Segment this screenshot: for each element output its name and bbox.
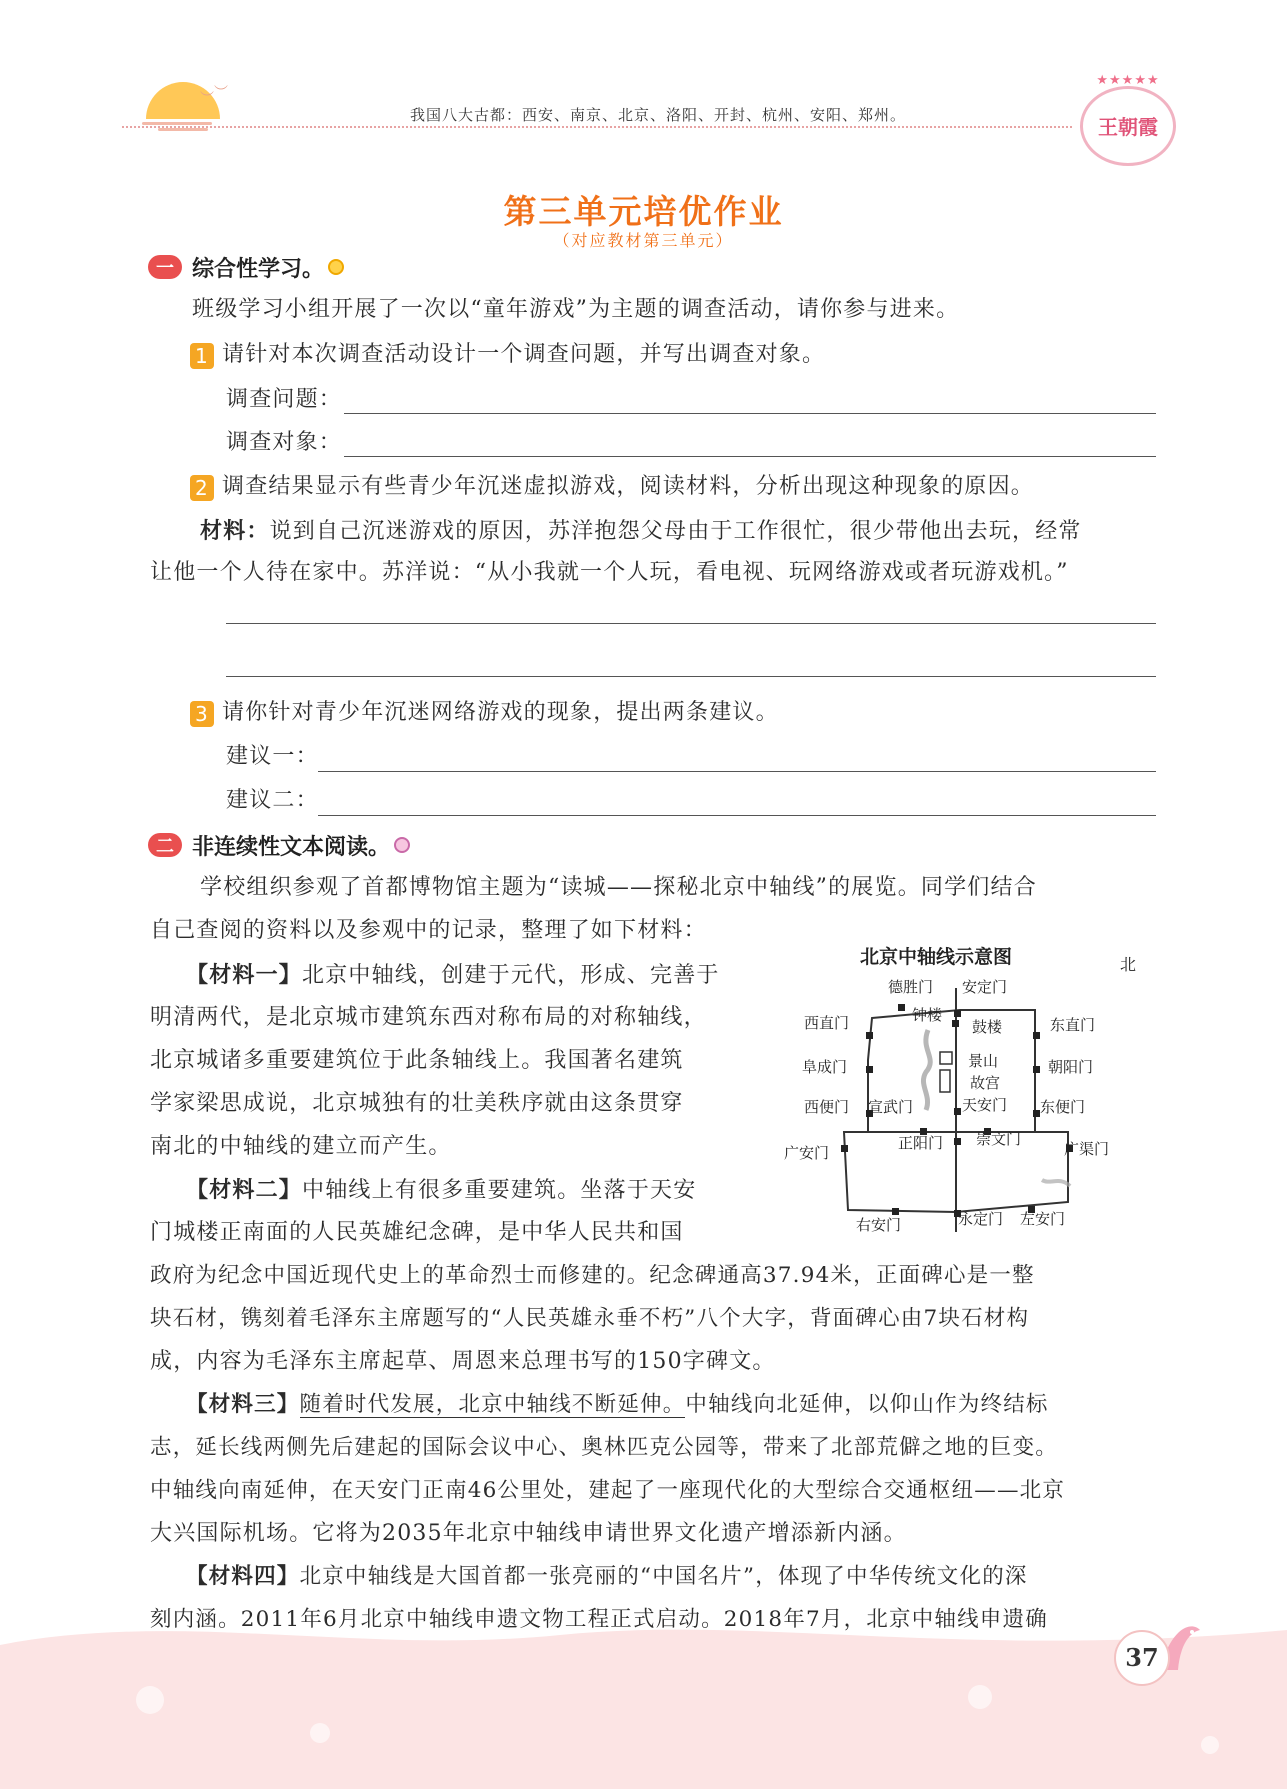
map-label-zhonglou: 钟楼	[912, 1006, 943, 1024]
map-label-xizhimen: 西直门	[804, 1014, 850, 1032]
section-2-header	[148, 830, 410, 860]
q1-field2-label: 调查对象：	[226, 430, 343, 455]
q3-field1-label: 建议一：	[226, 744, 319, 769]
map-label-chaoyangmen: 朝阳门	[1048, 1058, 1094, 1076]
question-2-number: 2	[190, 475, 214, 501]
map-label-zhengyangmen: 正阳门	[898, 1134, 944, 1152]
jingshan-marker	[940, 1052, 952, 1064]
material-1-line-4: 学家梁思成说，北京城独有的壮美秩序就由这条贯穿	[150, 1091, 684, 1116]
lake-shape	[923, 1030, 930, 1110]
question-2	[190, 472, 1034, 502]
material-4-line-2: 刻内涵。2011年6月北京中轴线申遗文物工程正式启动。2018年7月，北京中轴线申遗确	[150, 1607, 1048, 1632]
section-1-badge: 一	[148, 255, 182, 279]
map-label-fuchengmen: 阜成门	[802, 1058, 848, 1076]
q2-answer-line-2[interactable]	[226, 676, 1156, 677]
q1-answer-line-2[interactable]	[344, 456, 1156, 457]
q3-answer-line-1[interactable]	[318, 771, 1156, 772]
seagull-icon: ︶ ︶	[200, 85, 228, 107]
map-label-dongbianmen: 东便门	[1040, 1098, 1086, 1116]
material-1-line-5: 南北的中轴线的建立而产生。	[150, 1134, 452, 1159]
question-1-number: 1	[190, 343, 214, 369]
material-2-line-2: 门城楼正南面的人民英雄纪念碑，是中华人民共和国	[150, 1220, 684, 1245]
material-4-line-1: 【材料四】北京中轴线是大国首都一张亮丽的“中国名片”，体现了中华传统文化的深	[186, 1564, 1028, 1589]
lightbulb-icon	[328, 259, 344, 275]
material-2-line-5: 成，内容为毛泽东主席起草、周恩来总理书写的150字碑文。	[150, 1349, 776, 1374]
page-subtitle: （对应教材第三单元）	[553, 231, 734, 250]
map-label-jingshan: 景山	[968, 1052, 999, 1070]
section-1-intro: 班级学习小组开展了一次以“童年游戏”为主题的调查活动，请你参与进来。	[192, 297, 960, 322]
map-label-zuoanmen: 左安门	[1020, 1210, 1066, 1228]
logo-stars-icon: ★★★★★	[1096, 73, 1160, 88]
map-label-deshengmen: 德胜门	[888, 978, 934, 996]
material-3-line-2: 志，延长线两侧先后建起的国际会议中心、奥林匹克公园等，带来了北部荒僻之地的巨变。	[150, 1435, 1059, 1460]
section-2-intro-line-1: 学校组织参观了首都博物馆主题为“读城——探秘北京中轴线”的展览。同学们结合	[200, 875, 1037, 900]
q2-material-line-2: 让他一个人待在家中。苏洋说：“从小我就一个人玩，看电视、玩网络游戏或者玩游戏机。”	[150, 560, 1069, 585]
material-3-line-3: 中轴线向南延伸，在天安门正南46公里处，建起了一座现代化的大型综合交通枢纽——北京	[150, 1478, 1066, 1503]
question-3-number: 3	[190, 701, 214, 727]
q1-answer-line-1[interactable]	[344, 413, 1156, 414]
page-title: 第三单元培优作业	[503, 192, 784, 231]
material-4-label: 【材料四】	[186, 1564, 300, 1589]
q2-answer-line-1[interactable]	[226, 623, 1156, 624]
question-1-text: 请针对本次调查活动设计一个调查问题，并写出调查对象。	[222, 342, 826, 367]
map-label-dongzhimen: 东直门	[1050, 1016, 1096, 1034]
material-2-line-4: 块石材，镌刻着毛泽东主席题写的“人民英雄永垂不朽”八个大字，背面碑心由7块石材构	[150, 1306, 1030, 1331]
q1-field1-label: 调查问题：	[226, 387, 343, 412]
question-2-text: 调查结果显示有些青少年沉迷虚拟游戏，阅读材料，分析出现这种现象的原因。	[222, 474, 1035, 499]
map-label-gugong: 故宫	[970, 1074, 1001, 1092]
map-label-chongwenmen: 崇文门	[976, 1130, 1022, 1148]
section-2-intro-line-2: 自己查阅的资料以及参观中的记录，整理了如下材料：	[150, 918, 707, 943]
section-2-badge: 二	[148, 833, 182, 857]
section-2-title: 非连续性文本阅读。	[192, 834, 391, 860]
map-label-guangqumen: 广渠门	[1064, 1140, 1110, 1158]
question-3	[190, 698, 779, 728]
footer-wave-decoration	[0, 1605, 1287, 1789]
page-number: 37	[1114, 1630, 1170, 1686]
material-2-label: 【材料二】	[186, 1177, 303, 1203]
material-3-label: 【材料三】	[186, 1392, 300, 1417]
material-1-line-2: 明清两代，是北京城市建筑东西对称布局的对称轴线，	[150, 1005, 707, 1030]
material-3-line-1: 【材料三】随着时代发展，北京中轴线不断延伸。中轴线向北延伸，以仰山作为终结标	[186, 1392, 1049, 1417]
material-2-line-3: 政府为纪念中国近现代史上的革命烈士而修建的。纪念碑通高37.94米，正面碑心是一整	[150, 1263, 1035, 1288]
material-1-line-3: 北京城诸多重要建筑位于此条轴线上。我国著名建筑	[150, 1048, 684, 1073]
section-1-header	[148, 252, 344, 282]
q3-answer-line-2[interactable]	[318, 815, 1156, 816]
q2-material-label: 材料：	[200, 518, 270, 544]
question-3-text: 请你针对青少年沉迷网络游戏的现象，提出两条建议。	[222, 700, 779, 725]
material-2-line-1: 【材料二】中轴线上有很多重要建筑。坐落于天安	[186, 1177, 697, 1203]
gugong-marker	[940, 1070, 950, 1092]
material-3-line-4: 大兴国际机场。它将为2035年北京中轴线申请世界文化遗产增添新内涵。	[150, 1521, 907, 1546]
section-1-title: 综合性学习。	[192, 256, 325, 282]
map-title: 北京中轴线示意图	[860, 946, 1013, 968]
lightbulb-icon	[394, 837, 410, 853]
publisher-logo	[1080, 73, 1176, 166]
header-divider	[122, 126, 1072, 128]
map-north-label: 北	[1120, 955, 1137, 974]
logo-text: 王朝霞	[1098, 115, 1158, 139]
map-label-yongdingmen: 永定门	[958, 1210, 1004, 1228]
material-1-line-1: 【材料一】北京中轴线，创建于元代，形成、完善于	[186, 962, 720, 988]
map-label-youanmen: 右安门	[856, 1216, 902, 1234]
map-label-guanganmen: 广安门	[784, 1144, 830, 1162]
question-1	[190, 340, 825, 370]
material-1-label: 【材料一】	[186, 962, 303, 988]
map-label-gulou: 鼓楼	[972, 1018, 1003, 1036]
map-label-andingmen: 安定门	[962, 978, 1008, 996]
q2-material-line-1: 材料：说到自己沉迷游戏的原因，苏洋抱怨父母由于工作很忙，很少带他出去玩，经常	[200, 518, 1082, 544]
q3-field2-label: 建议二：	[226, 788, 319, 813]
beijing-axis-map	[780, 940, 1140, 1250]
material-3-underlined: 随着时代发展，北京中轴线不断延伸。	[299, 1392, 686, 1417]
map-label-xuanwumen: 宣武门	[868, 1098, 914, 1116]
map-label-xibianmen: 西便门	[804, 1098, 850, 1116]
header-note: 我国八大古都：西安、南京、北京、洛阳、开封、杭州、安阳、郑州。	[410, 106, 907, 124]
map-label-tiananmen: 天安门	[962, 1096, 1008, 1114]
